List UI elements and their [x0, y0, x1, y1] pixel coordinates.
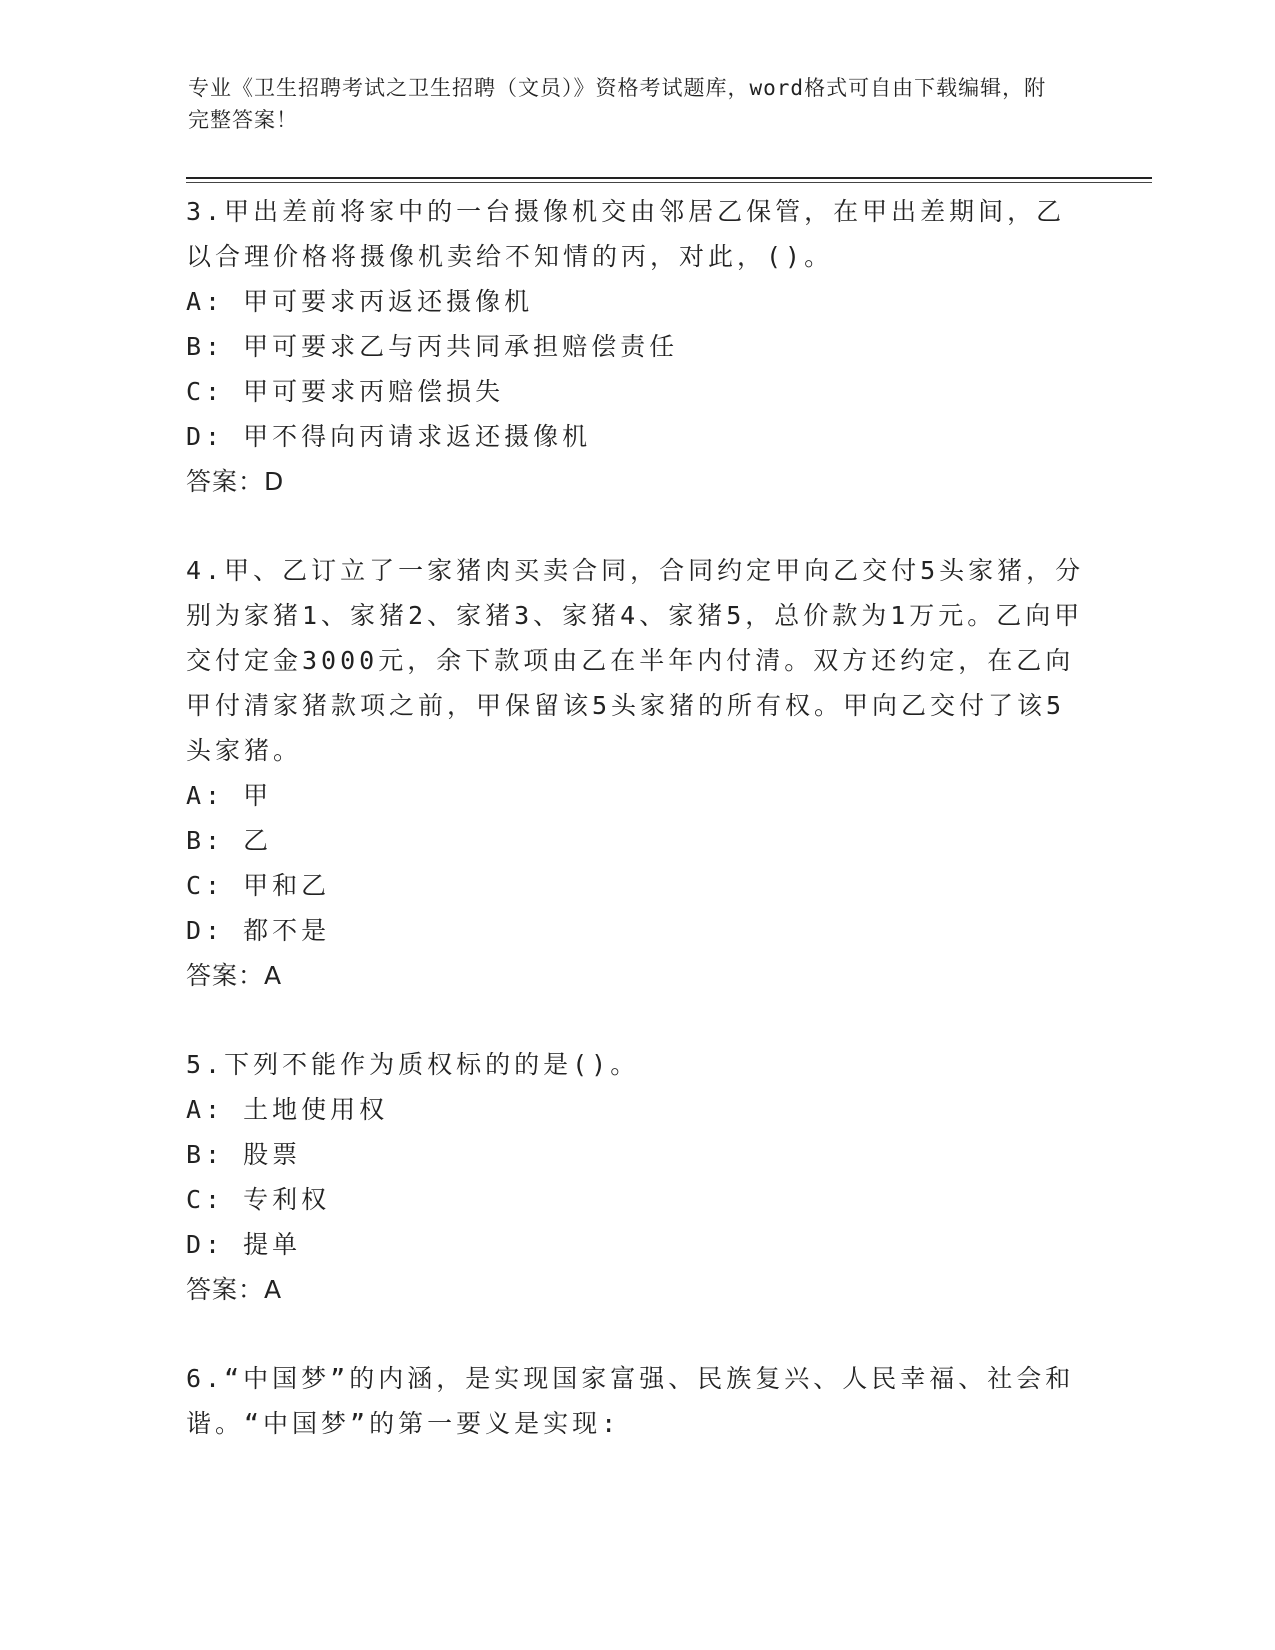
- question-stem: 3.甲出差前将家中的一台摄像机交由邻居乙保管，在甲出差期间，乙以合理价格将摄像机卖给不知情的丙，对此，()。: [186, 197, 1066, 271]
- option-c: C: 甲和乙: [186, 871, 331, 900]
- option-c: C: 专利权: [186, 1185, 331, 1214]
- document-header: 专业《卫生招聘考试之卫生招聘（文员）》资格考试题库，word格式可自由下载编辑，附完整答案！: [188, 76, 1047, 132]
- answer-line: 答案：A: [186, 1275, 283, 1304]
- answer-line: 答案：D: [186, 467, 285, 496]
- option-b: B: 乙: [186, 826, 273, 855]
- option-a: A: 土地使用权: [186, 1095, 389, 1124]
- header-rule-thin: [186, 182, 1152, 183]
- option-d: D: 都不是: [186, 916, 331, 945]
- option-a: A: 甲: [186, 781, 273, 810]
- question-6: [186, 1356, 1086, 1446]
- question-5: [186, 1042, 1086, 1312]
- question-stem: 6.“中国梦”的内涵，是实现国家富强、民族复兴、人民幸福、社会和谐。“中国梦”的第一要义是实现:: [186, 1364, 1075, 1438]
- option-d: D: 甲不得向丙请求返还摄像机: [186, 422, 592, 451]
- answer-line: 答案：A: [186, 961, 283, 990]
- question-stem: 5.下列不能作为质权标的的是()。: [186, 1050, 640, 1079]
- option-a: A: 甲可要求丙返还摄像机: [186, 287, 534, 316]
- question-3: [186, 189, 1086, 504]
- option-b: B: 股票: [186, 1140, 302, 1169]
- question-stem: 4.甲、乙订立了一家猪肉买卖合同，合同约定甲向乙交付5头家猪，分别为家猪1、家猪2、家猪3、家猪4、家猪5，总价款为1万元。乙向甲交付定金3000元，余下款项由乙在半年内付清。双方还约定，在乙向甲付清家猪款项之前，甲保留该5头家猪的所有权。甲向乙交付了该5头家猪。: [186, 556, 1085, 765]
- question-list: [186, 189, 1086, 1446]
- question-4: [186, 548, 1086, 998]
- option-c: C: 甲可要求丙赔偿损失: [186, 377, 505, 406]
- header-rule-thick: [186, 177, 1152, 179]
- option-d: D: 提单: [186, 1230, 302, 1259]
- option-b: B: 甲可要求乙与丙共同承担赔偿责任: [186, 332, 679, 361]
